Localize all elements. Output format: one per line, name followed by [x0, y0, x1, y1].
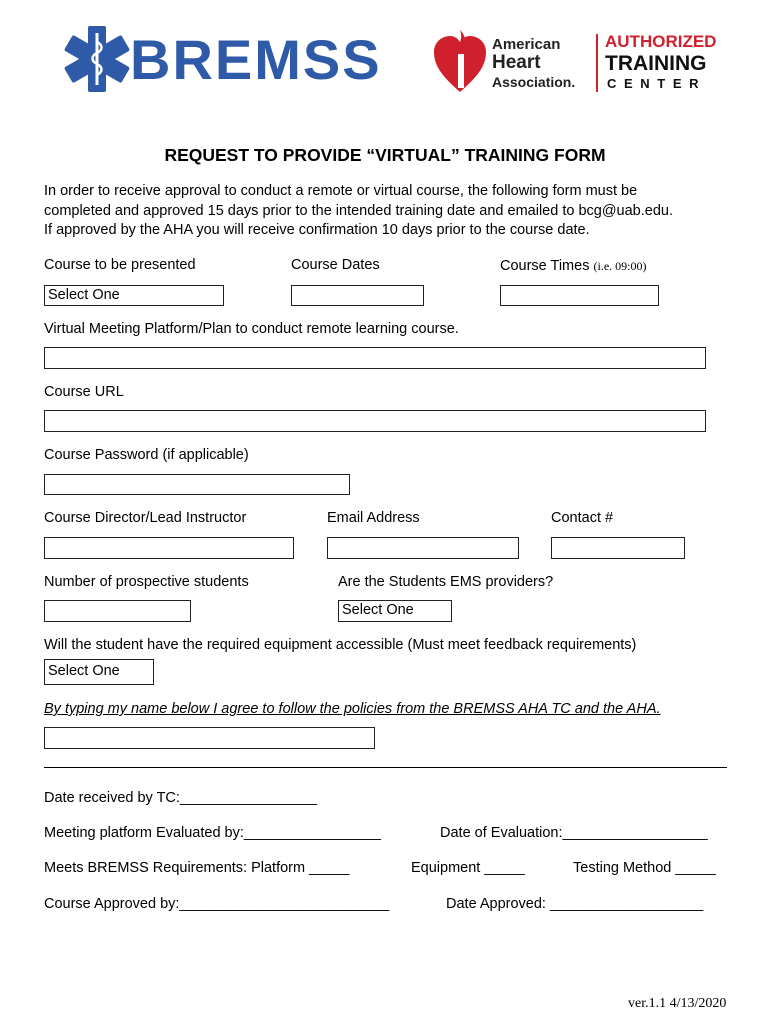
director-label: Course Director/Lead Instructor	[44, 510, 247, 526]
bremss-wordmark: BREMSS	[130, 28, 382, 91]
testing-method-line: Testing Method _____	[573, 860, 716, 876]
contact-input[interactable]	[551, 537, 685, 559]
authorized-text: AUTHORIZED	[605, 32, 717, 51]
director-input[interactable]	[44, 537, 294, 559]
date-approved-line: Date Approved: ___________________	[446, 896, 704, 912]
course-password-label: Course Password (if applicable)	[44, 447, 249, 463]
logo-divider	[596, 34, 598, 92]
course-dates-input[interactable]	[291, 285, 424, 306]
students-input[interactable]	[44, 600, 191, 622]
equipment-label: Will the student have the required equipment accessible (Must meet feedback requirements)	[44, 637, 637, 653]
star-of-life-icon	[62, 24, 132, 94]
aha-logo	[434, 24, 724, 96]
intro-line: If approved by the AHA you will receive confirmation 10 days prior to the course date.	[44, 222, 590, 238]
aha-text-american: American	[492, 36, 561, 53]
approved-by-line: Course Approved by:__________________________	[44, 896, 390, 912]
course-url-input[interactable]	[44, 410, 706, 432]
course-password-input[interactable]	[44, 474, 350, 495]
equipment-select[interactable]: Select One	[44, 659, 154, 685]
students-label: Number of prospective students	[44, 574, 249, 590]
course-times-label	[500, 258, 646, 274]
intro-line: In order to receive approval to conduct a remote or virtual course, the following form must be	[44, 183, 638, 199]
course-dates-label: Course Dates	[291, 257, 380, 273]
aha-text-heart: Heart	[492, 52, 541, 73]
section-divider	[44, 767, 727, 768]
ems-label: Are the Students EMS providers?	[338, 574, 554, 590]
training-text: TRAINING	[605, 52, 707, 75]
date-received-line: Date received by TC:_________________	[44, 790, 318, 806]
course-select[interactable]: Select One	[44, 285, 224, 306]
course-times-text: Course Times	[500, 258, 590, 274]
version-text: ver.1.1 4/13/2020	[628, 996, 727, 1011]
form-title: REQUEST TO PROVIDE “VIRTUAL” TRAINING FORM	[164, 145, 606, 165]
platform-input[interactable]	[44, 347, 706, 369]
equipment-line: Equipment _____	[411, 860, 525, 876]
course-times-input[interactable]	[500, 285, 659, 306]
signature-input[interactable]	[44, 727, 375, 749]
intro-paragraph	[44, 182, 734, 241]
email-label: Email Address	[327, 510, 420, 526]
course-label: Course to be presented	[44, 257, 196, 273]
heart-torch-icon	[434, 28, 486, 94]
aha-text-association: Association.	[492, 74, 576, 90]
intro-line: completed and approved 15 days prior to the intended training date and emailed to bcg@uab.edu.	[44, 202, 673, 219]
course-url-label: Course URL	[44, 384, 124, 400]
contact-label: Contact #	[551, 510, 614, 526]
date-evaluation-line: Date of Evaluation:__________________	[440, 825, 708, 841]
center-text: C E N T E R	[607, 76, 701, 91]
bremss-logo	[62, 24, 382, 94]
agreement-text: By typing my name below I agree to follow the policies from the BREMSS AHA TC and the AHA.	[44, 701, 661, 717]
ems-select[interactable]: Select One	[338, 600, 452, 622]
platform-evaluated-line: Meeting platform Evaluated by:_________________	[44, 825, 381, 841]
course-times-hint: (i.e. 09:00)	[593, 259, 647, 273]
platform-label: Virtual Meeting Platform/Plan to conduct remote learning course.	[44, 321, 459, 337]
meets-platform-line: Meets BREMSS Requirements: Platform _____	[44, 860, 350, 876]
email-input[interactable]	[327, 537, 519, 559]
